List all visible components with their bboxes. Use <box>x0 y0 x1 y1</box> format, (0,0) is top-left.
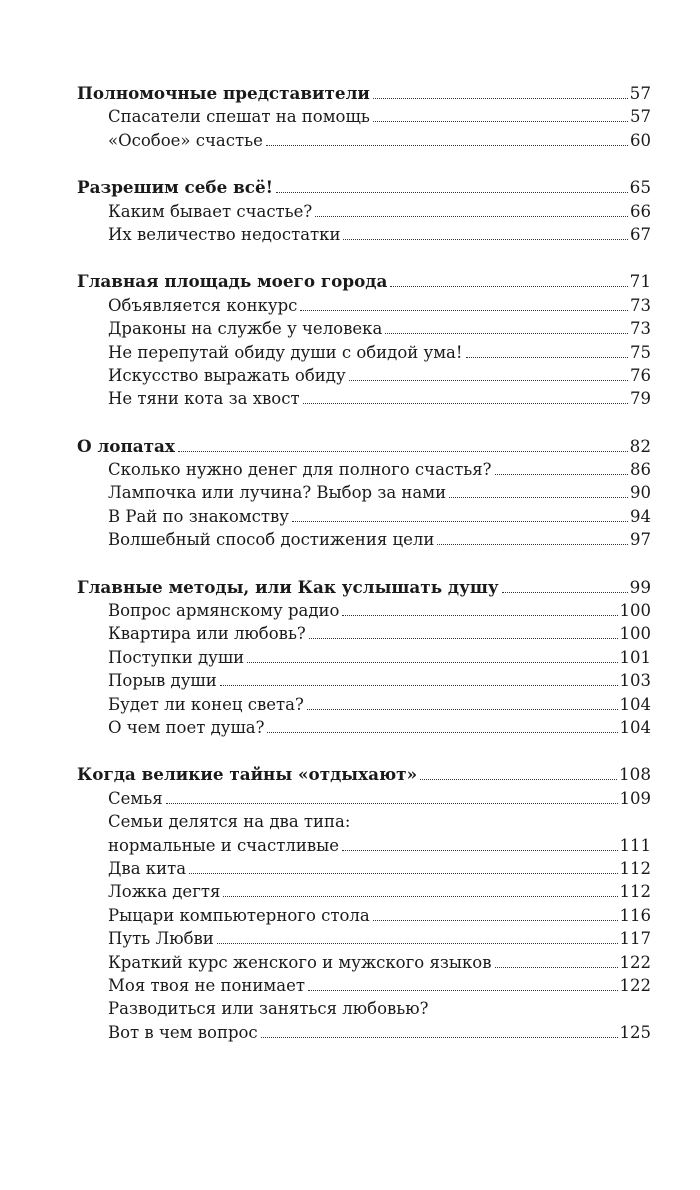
page-number: 82 <box>629 435 651 456</box>
toc-section <box>77 270 651 410</box>
entry-title: Не тяни кота за хвост <box>108 389 300 409</box>
dot-leader <box>502 592 628 593</box>
page-number: 67 <box>630 224 651 244</box>
toc-heading <box>77 435 651 458</box>
dot-leader <box>300 310 628 311</box>
toc-entry <box>77 317 651 340</box>
dot-leader <box>466 357 628 358</box>
dot-leader <box>495 967 618 968</box>
entry-title: Сколько нужно денег для полного счастья? <box>108 460 492 480</box>
toc-entry <box>77 223 651 246</box>
toc-section <box>77 176 651 246</box>
page-number: 71 <box>629 271 651 292</box>
toc-entry-line <box>77 810 651 833</box>
heading-title: О лопатах <box>77 435 175 456</box>
page-number: 104 <box>619 694 651 714</box>
toc-entry <box>77 1021 651 1044</box>
dot-leader <box>343 239 628 240</box>
entry-title: Драконы на службе у человека <box>108 319 383 339</box>
toc-heading <box>77 763 651 786</box>
page-number: 104 <box>619 717 651 737</box>
page-number: 108 <box>618 764 651 785</box>
dot-leader <box>308 990 618 991</box>
page-number: 73 <box>630 295 651 315</box>
page-number: 122 <box>619 952 651 972</box>
entry-title: Порыв души <box>108 671 217 691</box>
page-number: 111 <box>619 835 651 855</box>
toc-entry <box>77 341 651 364</box>
dot-leader <box>223 896 617 897</box>
dot-leader <box>315 216 628 217</box>
page-number: 79 <box>630 389 651 409</box>
page-number: 101 <box>619 647 651 667</box>
entry-title: Волшебный способ достижения цели <box>108 530 435 550</box>
toc-heading <box>77 176 651 199</box>
toc-section <box>77 576 651 740</box>
toc-entry <box>77 927 651 950</box>
table-of-contents <box>77 82 651 1068</box>
toc-entry <box>77 834 651 857</box>
toc-entry <box>77 294 651 317</box>
toc-heading <box>77 82 651 105</box>
entry-title: Рыцари компьютерного стола <box>108 905 370 925</box>
dot-leader <box>373 121 628 122</box>
entry-title: О чем поет душа? <box>108 717 265 737</box>
toc-entry <box>77 481 651 504</box>
toc-section <box>77 763 651 1044</box>
heading-title: Разрешим себе всё! <box>77 177 274 198</box>
dot-leader <box>303 403 628 404</box>
toc-entry <box>77 622 651 645</box>
page-number: 90 <box>630 483 651 503</box>
dot-leader <box>390 286 627 287</box>
entry-title: Два кита <box>108 858 187 878</box>
entry-title: Лампочка или лучина? Выбор за нами <box>108 483 447 503</box>
dot-leader <box>309 638 618 639</box>
dot-leader <box>373 98 628 99</box>
page-number: 75 <box>630 342 651 362</box>
toc-entry <box>77 105 651 128</box>
page-number: 112 <box>619 858 651 878</box>
heading-title: Когда великие тайны «отдыхают» <box>77 764 418 785</box>
entry-title: Не перепутай обиду души с обидой ума! <box>108 342 463 362</box>
toc-section <box>77 82 651 152</box>
toc-entry <box>77 857 651 880</box>
dot-leader <box>342 850 617 851</box>
entry-title: Путь Любви <box>108 929 214 949</box>
dot-leader <box>166 803 618 804</box>
entry-title: Каким бывает счастье? <box>108 201 313 221</box>
dot-leader <box>420 779 617 780</box>
toc-entry <box>77 880 651 903</box>
page-number: 86 <box>630 460 651 480</box>
page-number: 60 <box>630 130 651 150</box>
dot-leader <box>373 920 618 921</box>
page-number: 57 <box>629 83 651 103</box>
entry-title: Ложка дегтя <box>108 882 221 902</box>
dot-leader <box>349 380 628 381</box>
toc-heading <box>77 576 651 599</box>
toc-entry <box>77 528 651 551</box>
toc-entry <box>77 646 651 669</box>
heading-title: Полномочные представители <box>77 83 370 103</box>
toc-entry <box>77 716 651 739</box>
entry-title: Семья <box>108 788 163 808</box>
toc-entry <box>77 951 651 974</box>
dot-leader <box>178 451 628 452</box>
dot-leader <box>247 662 617 663</box>
entry-title: Будет ли конец света? <box>108 694 304 714</box>
page-number: 122 <box>619 975 651 995</box>
heading-title: Главная площадь моего города <box>77 271 388 292</box>
page-number: 112 <box>619 882 651 902</box>
toc-entry <box>77 387 651 410</box>
entry-title: Квартира или любовь? <box>108 624 306 644</box>
entry-title: «Особое» счастье <box>108 130 263 150</box>
toc-heading <box>77 270 651 293</box>
page-number: 100 <box>619 624 651 644</box>
heading-title: Главные методы, или Как услышать душу <box>77 576 499 597</box>
dot-leader <box>217 943 618 944</box>
page-number: 117 <box>619 929 651 949</box>
page-number: 99 <box>629 576 651 597</box>
toc-entry <box>77 364 651 387</box>
page-number: 109 <box>619 788 651 808</box>
toc-entry <box>77 129 651 152</box>
toc-entry-line <box>77 997 651 1020</box>
dot-leader <box>267 732 617 733</box>
dot-leader <box>189 873 617 874</box>
dot-leader <box>261 1037 618 1038</box>
toc-entry <box>77 505 651 528</box>
page-number: 97 <box>630 530 651 550</box>
page-number: 76 <box>630 365 651 385</box>
entry-title: Семьи делятся на два типа: <box>108 812 351 832</box>
entry-title: Моя твоя не понимает <box>108 975 305 995</box>
entry-title: Поступки души <box>108 647 245 667</box>
entry-title: Спасатели спешат на помощь <box>108 107 370 127</box>
page-number: 94 <box>630 506 651 526</box>
toc-entry <box>77 974 651 997</box>
toc-entry <box>77 458 651 481</box>
toc-entry <box>77 599 651 622</box>
dot-leader <box>449 497 628 498</box>
entry-title: Искусство выражать обиду <box>108 365 346 385</box>
dot-leader <box>437 544 628 545</box>
entry-title-continued: нормальные и счастливые <box>108 835 340 855</box>
page-number: 73 <box>630 319 651 339</box>
dot-leader <box>495 474 628 475</box>
page-number: 57 <box>630 107 651 127</box>
entry-title: Разводиться или заняться любовью? <box>108 999 429 1019</box>
entry-title: В Рай по знакомству <box>108 506 290 526</box>
entry-title: Вопрос армянскому радио <box>108 601 340 621</box>
page-number: 103 <box>619 671 651 691</box>
toc-entry <box>77 904 651 927</box>
toc-entry <box>77 787 651 810</box>
toc-entry <box>77 669 651 692</box>
dot-leader <box>385 333 628 334</box>
dot-leader <box>307 709 618 710</box>
entry-title: Объявляется конкурс <box>108 295 298 315</box>
page-number: 116 <box>619 905 651 925</box>
dot-leader <box>220 685 618 686</box>
page-number: 65 <box>629 177 651 198</box>
page-number: 66 <box>630 201 651 221</box>
entry-title-continued: Вот в чем вопрос <box>108 1022 258 1042</box>
dot-leader <box>292 521 628 522</box>
dot-leader <box>342 615 617 616</box>
page-number: 100 <box>619 601 651 621</box>
dot-leader <box>266 145 628 146</box>
toc-entry <box>77 693 651 716</box>
toc-section <box>77 435 651 552</box>
dot-leader <box>276 192 628 193</box>
entry-title: Их величество недостатки <box>108 224 341 244</box>
page-number: 125 <box>619 1022 651 1042</box>
toc-entry <box>77 200 651 223</box>
entry-title: Краткий курс женского и мужского языков <box>108 952 492 972</box>
